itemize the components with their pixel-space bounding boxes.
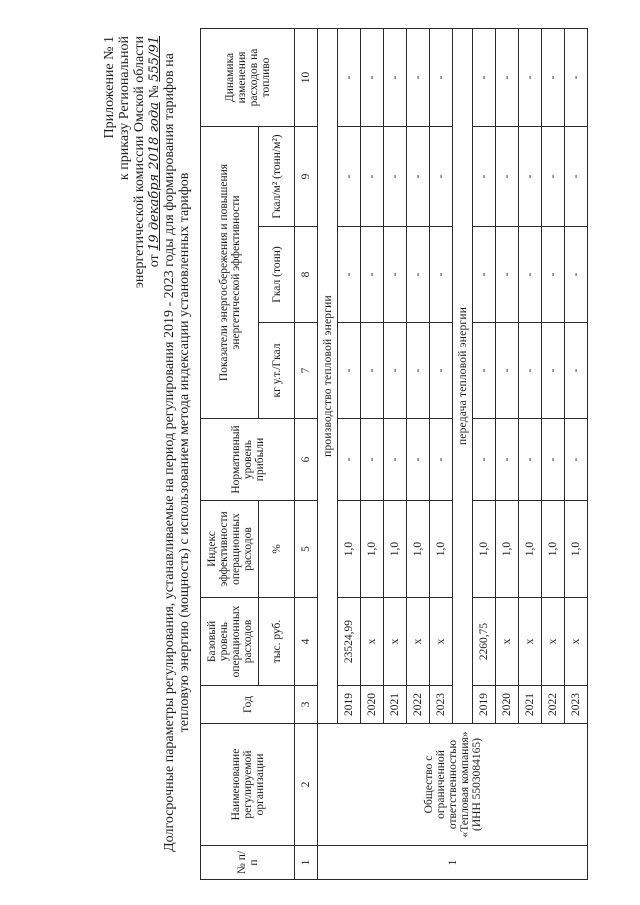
header-fuel-dynamics: Динамика изменения расходов на топливо <box>201 29 295 127</box>
cell-year: 2021 <box>519 686 542 724</box>
section-heading: передача тепловой энергии <box>453 29 473 724</box>
cell-index: 1,0 <box>542 501 565 598</box>
cell-base: х <box>407 598 430 686</box>
unit-fuel-1: кг у.т./Гкал <box>259 323 295 419</box>
cell-fuel-2: - <box>407 227 430 323</box>
cell-fuel-1: - <box>384 323 407 419</box>
cell-index: 1,0 <box>473 501 496 598</box>
cell-fuel-3: - <box>496 127 519 227</box>
cell-year: 2022 <box>407 686 430 724</box>
cell-fuel-1: - <box>519 323 542 419</box>
cell-profit: - <box>338 419 361 501</box>
header-energy-group: Показатели энергосбережения и повышения энергетической эффективности <box>201 127 259 419</box>
cell-fuel-1: - <box>565 323 588 419</box>
handwritten-date: 19 декабря 2018 года <box>147 102 162 251</box>
cell-fuel-3: - <box>407 127 430 227</box>
cell-fuel-2: - <box>519 227 542 323</box>
organization-name: Общество с ограниченной ответственностью «Тепловая компания» (ИНН 5503084165) <box>318 724 588 846</box>
header-num: № п/п <box>201 846 295 880</box>
unit-fuel-2: Гкал (тонн) <box>259 227 295 323</box>
cell-fuel-2: - <box>565 227 588 323</box>
cell-fuel-1: - <box>496 323 519 419</box>
cell-fuel-1: - <box>473 323 496 419</box>
handwritten-number: 555/91 <box>147 36 162 82</box>
cell-profit: - <box>473 419 496 501</box>
document-sheet <box>100 22 640 882</box>
header-year: Год <box>201 686 295 724</box>
cell-base: х <box>519 598 542 686</box>
cell-dynamics: - <box>542 29 565 127</box>
cell-dynamics: - <box>407 29 430 127</box>
cell-fuel-3: - <box>565 127 588 227</box>
cell-fuel-3: - <box>384 127 407 227</box>
cell-year: 2023 <box>565 686 588 724</box>
cell-base: х <box>384 598 407 686</box>
cell-index: 1,0 <box>430 501 453 598</box>
header-base-level: Базовый уровень операционных расходов <box>201 598 259 686</box>
cell-fuel-3: - <box>338 127 361 227</box>
cell-index: 1,0 <box>361 501 384 598</box>
unit-index: % <box>259 501 295 598</box>
cell-profit: - <box>384 419 407 501</box>
cell-fuel-2: - <box>338 227 361 323</box>
cell-index: 1,0 <box>565 501 588 598</box>
cell-profit: - <box>565 419 588 501</box>
cell-profit: - <box>519 419 542 501</box>
cell-index: 1,0 <box>384 501 407 598</box>
cell-dynamics: - <box>338 29 361 127</box>
cell-profit: - <box>361 419 384 501</box>
cell-index: 1,0 <box>519 501 542 598</box>
cell-base: х <box>496 598 519 686</box>
section-heading: производство тепловой энергии <box>318 29 338 724</box>
approval-block <box>102 36 162 288</box>
cell-fuel-2: - <box>496 227 519 323</box>
cell-fuel-3: - <box>542 127 565 227</box>
cell-dynamics: - <box>473 29 496 127</box>
cell-base: х <box>542 598 565 686</box>
col-number: 5 <box>295 501 318 598</box>
column-number-row <box>295 29 318 880</box>
cell-profit: - <box>407 419 430 501</box>
cell-year: 2019 <box>473 686 496 724</box>
cell-base: х <box>430 598 453 686</box>
cell-fuel-1: - <box>542 323 565 419</box>
cell-profit: - <box>496 419 519 501</box>
approval-line-1: Приложение № 1 <box>102 36 117 139</box>
cell-fuel-3: - <box>519 127 542 227</box>
col-number: 1 <box>295 846 318 880</box>
cell-year: 2020 <box>496 686 519 724</box>
unit-base: тыс. руб. <box>259 598 295 686</box>
cell-dynamics: - <box>384 29 407 127</box>
row-number: 1 <box>318 846 588 880</box>
col-number: 7 <box>295 323 318 419</box>
cell-base: 2260,75 <box>473 598 496 686</box>
cell-year: 2022 <box>542 686 565 724</box>
col-number: 2 <box>295 724 318 846</box>
cell-dynamics: - <box>361 29 384 127</box>
col-number: 9 <box>295 127 318 227</box>
cell-index: 1,0 <box>338 501 361 598</box>
cell-fuel-2: - <box>361 227 384 323</box>
unit-fuel-3: Гкал/м² (тонн/м²) <box>259 127 295 227</box>
cell-dynamics: - <box>519 29 542 127</box>
col-number: 8 <box>295 227 318 323</box>
cell-index: 1,0 <box>496 501 519 598</box>
col-number: 6 <box>295 419 318 501</box>
cell-dynamics: - <box>430 29 453 127</box>
cell-index: 1,0 <box>407 501 430 598</box>
cell-dynamics: - <box>496 29 519 127</box>
cell-fuel-3: - <box>473 127 496 227</box>
cell-year: 2023 <box>430 686 453 724</box>
cell-fuel-1: - <box>338 323 361 419</box>
header-organization: Наименование регулируемой организации <box>201 724 295 846</box>
cell-fuel-1: - <box>430 323 453 419</box>
cell-fuel-1: - <box>407 323 430 419</box>
cell-base: 23524,99 <box>338 598 361 686</box>
cell-dynamics: - <box>565 29 588 127</box>
cell-year: 2021 <box>384 686 407 724</box>
date-prefix: от <box>147 254 162 268</box>
number-prefix: № <box>147 85 162 99</box>
cell-profit: - <box>430 419 453 501</box>
cell-profit: - <box>542 419 565 501</box>
approval-date-line <box>147 36 162 288</box>
cell-base: х <box>565 598 588 686</box>
cell-fuel-2: - <box>384 227 407 323</box>
cell-fuel-2: - <box>473 227 496 323</box>
approval-line-2: к приказу Региональной <box>117 36 132 181</box>
parameters-table <box>200 28 588 880</box>
col-number: 3 <box>295 686 318 724</box>
cell-fuel-3: - <box>430 127 453 227</box>
cell-base: х <box>361 598 384 686</box>
cell-year: 2019 <box>338 686 361 724</box>
cell-fuel-2: - <box>430 227 453 323</box>
cell-fuel-3: - <box>361 127 384 227</box>
cell-fuel-2: - <box>542 227 565 323</box>
cell-year: 2020 <box>361 686 384 724</box>
header-profit-level: Нормативный уровень прибыли <box>201 419 295 501</box>
document-title: Долгосрочные параметры регулирования, устанавливаемые на период регулирования 2019 - 2023 годы для формирования тарифов на тепловую энергию (мощность) с использованием метода индексации установленных тарифов <box>162 53 192 852</box>
approval-line-3: энергетической комиссии Омской области <box>132 36 147 289</box>
col-number: 10 <box>295 29 318 127</box>
cell-fuel-1: - <box>361 323 384 419</box>
col-number: 4 <box>295 598 318 686</box>
header-efficiency-index: Индекс эффективности операционных расходов <box>201 501 259 598</box>
